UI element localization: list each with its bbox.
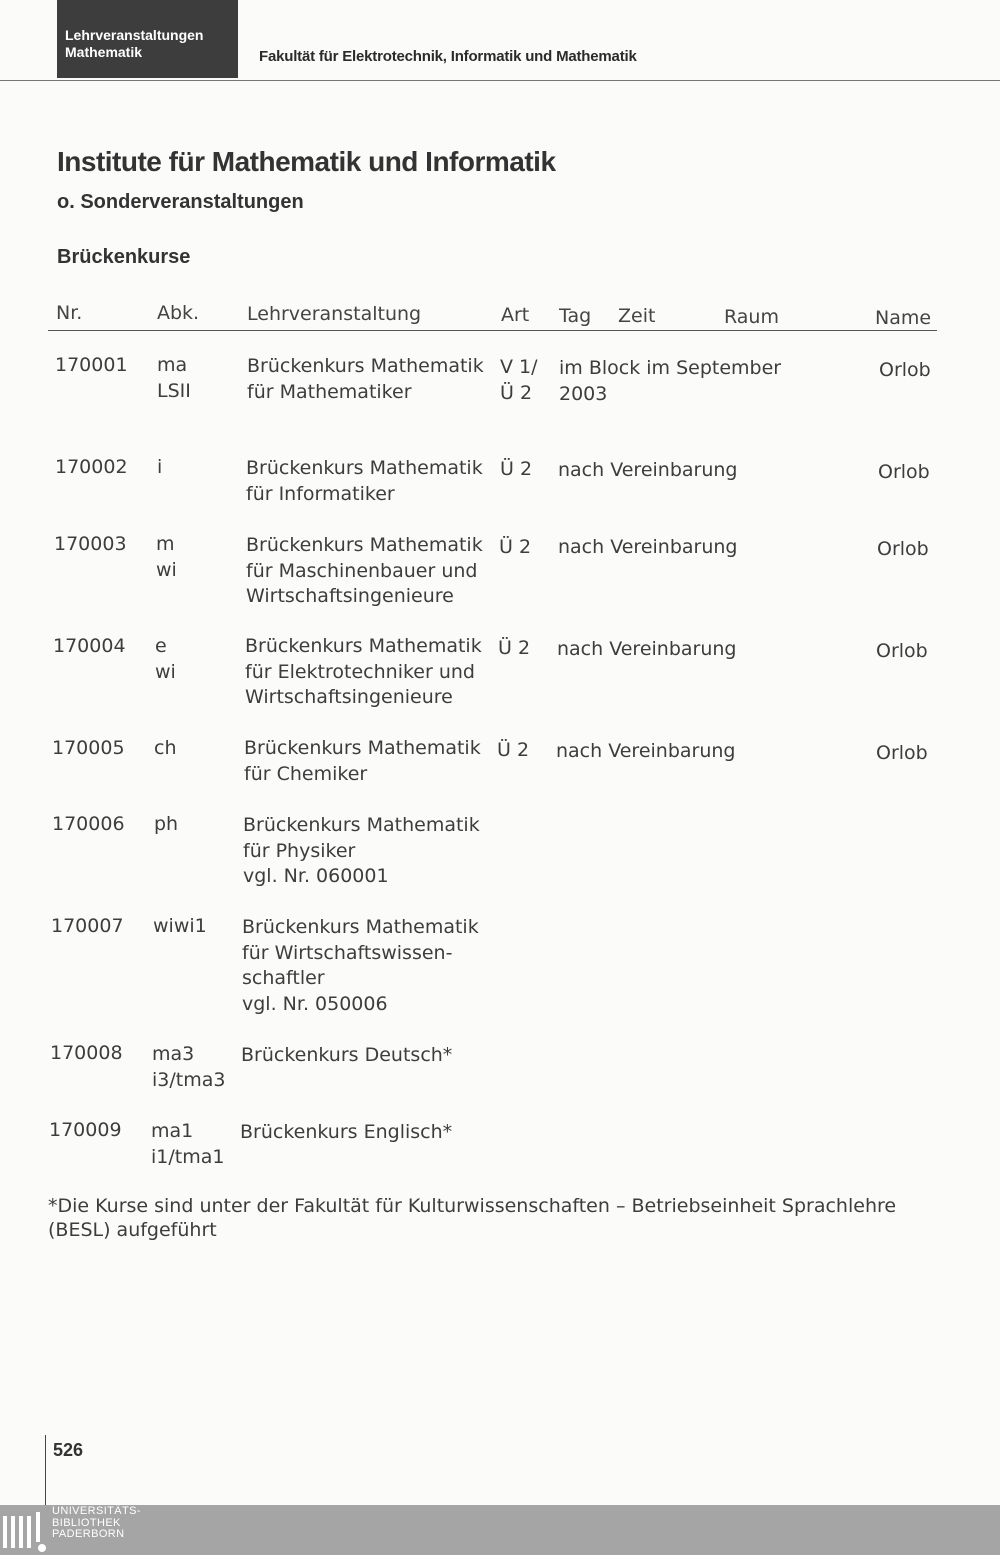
row-4-name: Orlob	[876, 640, 928, 662]
column-header-art: Art	[501, 304, 530, 326]
page-title: Institute für Mathematik und Informatik	[57, 146, 556, 177]
row-1-termin: im Block im September 2003	[559, 357, 782, 405]
row-4-abk: e wi	[155, 635, 176, 683]
row-3-lehrveranstaltung: Brückenkurs Mathematik für Maschinenbauer und Wirtschaftsingenieure	[246, 534, 483, 607]
row-1-nr: 170001	[55, 354, 128, 376]
row-3-art: Ü 2	[499, 536, 532, 558]
row-5-abk: ch	[154, 737, 177, 759]
row-9-abk: ma1 i1/tma1	[151, 1120, 225, 1168]
row-6-nr: 170006	[52, 813, 125, 835]
section-heading: Brückenkurse	[57, 246, 191, 268]
library-name-line3: PADERBORN	[52, 1528, 125, 1540]
row-3-abk: m wi	[156, 533, 177, 581]
row-1-lehrveranstaltung: Brückenkurs Mathematik für Mathematiker	[247, 355, 484, 403]
row-8-lehrveranstaltung: Brückenkurs Deutsch*	[241, 1044, 453, 1066]
row-9-lehrveranstaltung: Brückenkurs Englisch*	[240, 1121, 453, 1143]
column-header-name: Name	[875, 307, 932, 329]
row-4-lehrveranstaltung: Brückenkurs Mathematik für Elektrotechniker und Wirtschaftsingenieure	[245, 635, 482, 708]
row-2-abk: i	[157, 456, 163, 478]
header-box-line1: Lehrveranstaltungen	[65, 27, 204, 43]
table-header-rule	[48, 330, 937, 331]
library-footer-bar	[0, 1505, 1000, 1555]
row-4-art: Ü 2	[498, 637, 531, 659]
row-2-termin: nach Vereinbarung	[558, 459, 738, 481]
library-name-line1: UNIVERSITÄTS-	[52, 1505, 141, 1517]
column-header-nr: Nr.	[56, 302, 83, 324]
row-2-nr: 170002	[55, 456, 128, 478]
row-1-art: V 1/ Ü 2	[500, 356, 538, 404]
row-8-nr: 170008	[50, 1042, 123, 1064]
row-2-art: Ü 2	[500, 458, 533, 480]
row-8-abk: ma3 i3/tma3	[152, 1043, 226, 1091]
row-4-nr: 170004	[53, 635, 126, 657]
row-2-lehrveranstaltung: Brückenkurs Mathematik für Informatiker	[246, 457, 483, 505]
column-header-abk: Abk.	[157, 302, 200, 324]
row-7-abk: wiwi1	[153, 915, 207, 937]
row-9-nr: 170009	[49, 1119, 122, 1141]
library-name-line2: BIBLIOTHEK	[52, 1516, 121, 1529]
footnote: *Die Kurse sind unter der Fakultät für Kulturwissenschaften – Betriebseinheit Sprachlehre (BESL) aufgeführt	[48, 1195, 897, 1241]
page-number: 526	[53, 1440, 84, 1460]
row-3-name: Orlob	[877, 538, 929, 560]
row-7-nr: 170007	[51, 915, 124, 937]
row-3-termin: nach Vereinbarung	[558, 536, 738, 558]
page-subtitle: o. Sonderveranstaltungen	[57, 191, 304, 213]
row-7-lehrveranstaltung: Brückenkurs Mathematik für Wirtschaftswissen- schaftler vgl. Nr. 050006	[242, 916, 479, 1015]
row-6-abk: ph	[154, 813, 179, 835]
column-header-raum: Raum	[724, 306, 779, 328]
library-logo-icon	[2, 1510, 48, 1554]
column-header-lehrveranstaltung: Lehrveranstaltung	[247, 303, 422, 325]
row-3-nr: 170003	[54, 533, 127, 555]
header-box-line2: Mathematik	[65, 44, 143, 60]
row-5-lehrveranstaltung: Brückenkurs Mathematik für Chemiker	[244, 737, 481, 785]
row-5-art: Ü 2	[497, 739, 530, 761]
header-rule	[0, 80, 1000, 81]
library-name	[52, 1506, 141, 1541]
row-5-nr: 170005	[52, 737, 125, 759]
header-section-box	[57, 0, 238, 78]
row-6-lehrveranstaltung: Brückenkurs Mathematik für Physiker vgl. Nr. 060001	[243, 814, 480, 887]
row-1-name: Orlob	[879, 359, 931, 381]
row-2-name: Orlob	[878, 461, 930, 483]
row-1-abk: ma LSII	[157, 354, 191, 402]
header-faculty: Fakultät für Elektrotechnik, Informatik und Mathematik	[259, 48, 637, 65]
row-5-name: Orlob	[876, 742, 928, 764]
row-5-termin: nach Vereinbarung	[556, 740, 736, 762]
column-header-tag: Tag	[559, 305, 592, 327]
column-header-zeit: Zeit	[618, 305, 656, 327]
row-4-termin: nach Vereinbarung	[557, 638, 737, 660]
